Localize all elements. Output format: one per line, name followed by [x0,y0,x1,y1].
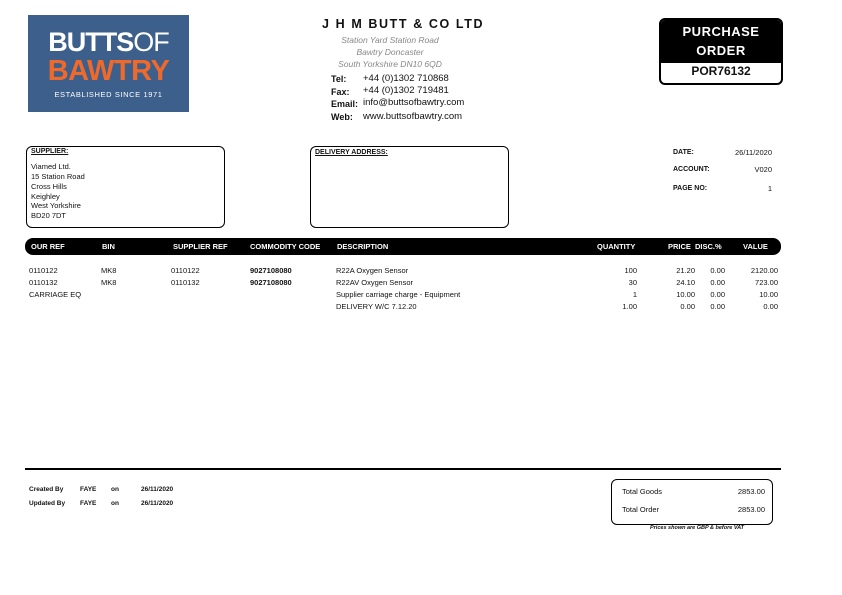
logo-tagline: ESTABLISHED SINCE 1971 [54,90,163,99]
col-description: DESCRIPTION [337,242,389,251]
created-on-label: on [111,486,119,493]
row-2-bin: MK8 [101,278,117,287]
web-value[interactable]: www.buttsofbawtry.com [363,111,463,122]
created-by-label: Created By [29,486,64,493]
col-price: PRICE [668,242,691,251]
row-3-our-ref: CARRIAGE EQ [29,290,82,299]
total-goods-value: 2853.00 [737,487,765,496]
row-4-price: 0.00 [680,302,695,311]
supplier-line-1: Viamed Ltd. [31,162,71,171]
col-commodity-code: COMMODITY CODE [250,242,321,251]
account-label: ACCOUNT: [673,166,710,173]
tel-value: +44 (0)1302 710868 [363,73,449,84]
created-by-value: FAYE [80,486,97,493]
row-1-our-ref: 0110122 [29,266,58,275]
tel-label: Tel: [331,74,347,84]
logo-text-of: OF [133,27,169,57]
row-3-quantity: 1 [632,290,637,299]
row-2-disc: 0.00 [710,278,725,287]
col-supplier-ref: SUPPLIER REF [173,242,228,251]
supplier-line-2: 15 Station Road [31,172,85,181]
fax-value: +44 (0)1302 719481 [363,85,449,96]
row-3-value: 10.00 [759,290,778,299]
email-value[interactable]: info@buttsofbawtry.com [363,97,465,108]
row-4-description: DELIVERY W/C 7.12.20 [336,302,417,311]
company-address-line-1: Station Yard Station Road [341,35,439,45]
delivery-title: DELIVERY ADDRESS: [315,149,388,156]
row-3-price: 10.00 [676,290,695,299]
col-our-ref: OUR REF [31,242,65,251]
col-disc: DISC.% [695,242,722,251]
row-1-disc: 0.00 [710,266,725,275]
total-order-label: Total Order [622,505,660,514]
po-number: POR76132 [691,64,751,78]
row-2-quantity: 30 [628,278,637,287]
row-1-description: R22A Oxygen Sensor [336,266,409,275]
row-4-quantity: 1.00 [622,302,637,311]
company-address-line-3: South Yorkshire DN10 6QD [338,59,442,69]
footer-divider [25,468,781,470]
row-2-description: R22AV Oxygen Sensor [336,278,413,287]
row-2-commodity-code: 9027108080 [250,278,292,287]
delivery-address-box [310,146,509,228]
row-3-disc: 0.00 [710,290,725,299]
total-goods-label: Total Goods [622,487,663,496]
web-label: Web: [331,112,353,122]
row-1-price: 21.20 [676,266,695,275]
vat-note: Prices shown are GBP & before VAT [650,525,745,531]
supplier-line-4: Keighley [31,192,60,201]
created-on-value: 26/11/2020 [141,486,174,493]
supplier-line-5: West Yorkshire [31,201,81,210]
company-logo [28,15,189,112]
row-1-commodity-code: 9027108080 [250,266,292,275]
supplier-line-6: BD20 7DT [31,211,67,220]
row-4-disc: 0.00 [710,302,725,311]
row-1-value: 2120.00 [750,266,778,275]
account-value: V020 [754,165,772,174]
company-name: J H M BUTT & CO LTD [322,17,485,31]
row-2-value: 723.00 [755,278,778,287]
email-label: Email: [331,99,359,109]
date-label: DATE: [673,149,694,156]
updated-on-value: 26/11/2020 [141,500,174,507]
purchase-order-box [659,18,783,85]
row-2-our-ref: 0110132 [29,278,58,287]
logo-text-butts: BUTTS [48,27,134,57]
row-3-description: Supplier carriage charge - Equipment [336,290,461,299]
col-quantity: QUANTITY [597,242,636,251]
col-value: VALUE [743,242,768,251]
totals-box [611,479,773,525]
logo-text-bawtry: BAWTRY [47,55,170,87]
updated-by-label: Updated By [29,500,66,507]
date-value: 26/11/2020 [735,148,772,157]
po-title-line-2: ORDER [696,43,746,58]
row-1-quantity: 100 [624,266,637,275]
page-number-label: PAGE NO: [673,185,708,192]
row-4-value: 0.00 [763,302,778,311]
row-2-supplier-ref: 0110132 [171,278,200,287]
company-address-line-2: Bawtry Doncaster [356,47,424,57]
updated-by-value: FAYE [80,500,97,507]
total-order-value: 2853.00 [737,505,765,514]
col-bin: BIN [102,242,115,251]
fax-label: Fax: [331,87,350,97]
page-number-value: 1 [767,184,772,193]
row-1-bin: MK8 [101,266,117,275]
supplier-line-3: Cross Hills [31,182,67,191]
row-2-price: 24.10 [676,278,695,287]
row-1-supplier-ref: 0110122 [171,266,200,275]
updated-on-label: on [111,500,119,507]
po-title-line-1: PURCHASE [682,24,760,39]
supplier-title: SUPPLIER: [31,148,69,155]
